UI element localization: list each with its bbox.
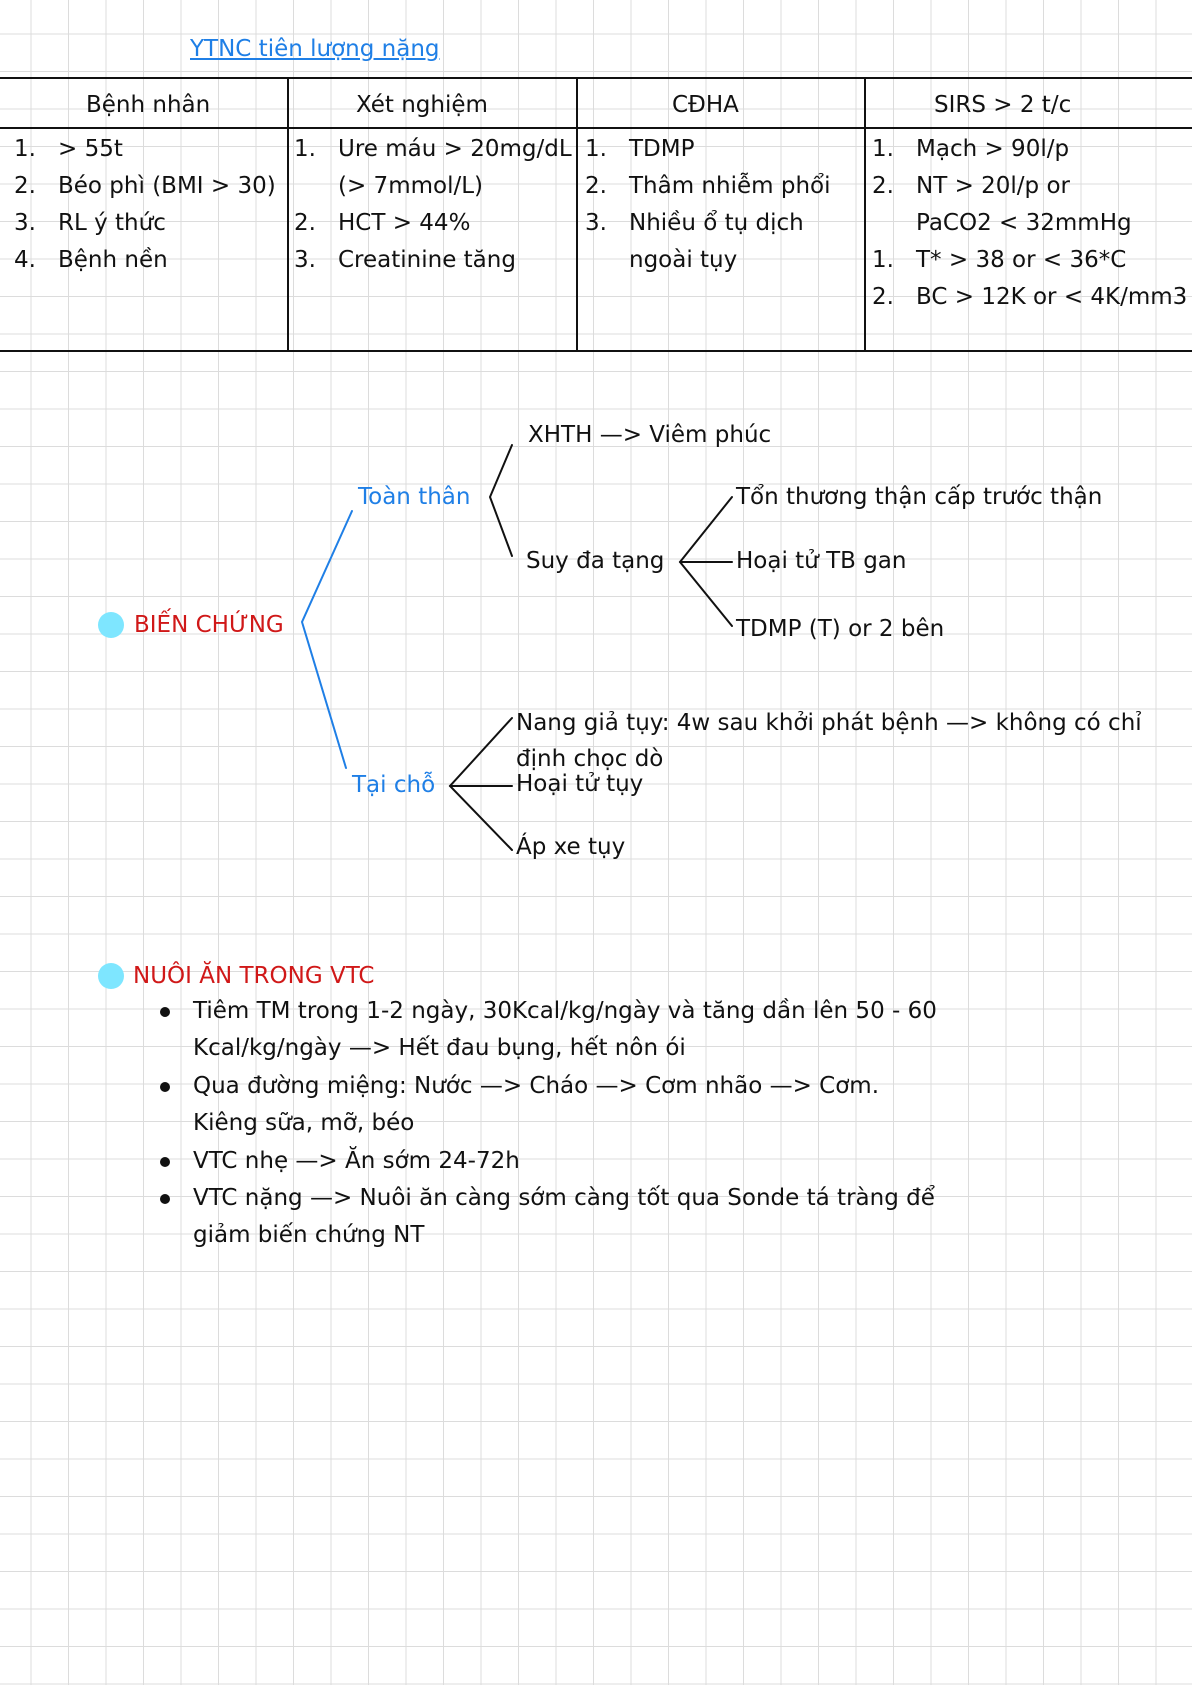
local-item: Áp xe tụy — [516, 834, 626, 860]
multi-organ-failure: Suy đa tạng — [526, 548, 665, 574]
list-item: Qua đường miệng: Nước —> Cháo —> Cơm nhão —> Cơm. — [193, 1073, 880, 1099]
table-cell: 2. Thâm nhiễm phổi — [585, 173, 831, 199]
table-cell: 4. Bệnh nền — [14, 247, 168, 273]
table-header-cdha: CĐHA — [672, 92, 739, 118]
nutrition-heading: NUÔI ĂN TRONG VTC — [133, 963, 375, 989]
table-cell: 1. Mạch > 90l/p — [872, 136, 1070, 162]
table-cell: (> 7mmol/L) — [338, 173, 483, 199]
table-header-benh-nhan: Bệnh nhân — [86, 92, 211, 118]
table-cell: 3. RL ý thức — [14, 210, 166, 236]
table-header-xet-nghiem: Xét nghiệm — [356, 92, 488, 118]
local-item: định chọc dò — [516, 746, 664, 772]
table-cell: 3. Creatinine tăng — [294, 247, 516, 273]
list-item: VTC nhẹ —> Ăn sớm 24-72h — [193, 1148, 520, 1174]
list-item: VTC nặng —> Nuôi ăn càng sớm càng tốt qua Sonde tá tràng để — [193, 1185, 935, 1211]
page-title: YTNC tiên lượng nặng — [190, 36, 440, 62]
systemic-xhth: XHTH —> Viêm phúc — [528, 422, 772, 448]
section-bullet-dot — [98, 612, 124, 638]
list-bullet — [160, 1157, 170, 1167]
table-cell: 1. T* > 38 or < 36*C — [872, 247, 1127, 273]
section-bullet-dot — [98, 963, 124, 989]
list-bullet — [160, 1082, 170, 1092]
organ-item: TDMP (T) or 2 bên — [736, 616, 945, 642]
table-cell: 1. Ure máu > 20mg/dL — [294, 136, 572, 162]
table-cell: PaCO2 < 32mmHg — [916, 210, 1132, 236]
table-cell: 2. Béo phì (BMI > 30) — [14, 173, 276, 199]
list-item: giảm biến chứng NT — [193, 1222, 425, 1248]
list-item: Kiêng sữa, mỡ, béo — [193, 1110, 415, 1136]
organ-item: Tổn thương thận cấp trước thận — [736, 484, 1103, 510]
list-item: Tiêm TM trong 1-2 ngày, 30Kcal/kg/ngày và tăng dần lên 50 - 60 — [193, 998, 937, 1024]
table-cell: ngoài tụy — [629, 247, 738, 273]
table-cell: 2. NT > 20l/p or — [872, 173, 1070, 199]
list-bullet — [160, 1007, 170, 1017]
local-label: Tại chỗ — [352, 772, 436, 798]
table-cell: 2. BC > 12K or < 4K/mm3 — [872, 284, 1188, 310]
list-item: Kcal/kg/ngày —> Hết đau bụng, hết nôn ói — [193, 1035, 686, 1061]
table-header-sirs: SIRS > 2 t/c — [934, 92, 1072, 118]
organ-item: Hoại tử TB gan — [736, 548, 907, 574]
table-cell: 1. > 55t — [14, 136, 123, 162]
table-cell: 2. HCT > 44% — [294, 210, 471, 236]
complications-heading: BIẾN CHỨNG — [134, 612, 284, 638]
list-bullet — [160, 1194, 170, 1204]
systemic-label: Toàn thân — [358, 484, 471, 510]
local-item: Nang giả tụy: 4w sau khởi phát bệnh —> không có chỉ — [516, 710, 1142, 736]
local-item: Hoại tử tụy — [516, 771, 644, 797]
table-cell: 1. TDMP — [585, 136, 695, 162]
table-cell: 3. Nhiều ổ tụ dịch — [585, 210, 804, 236]
